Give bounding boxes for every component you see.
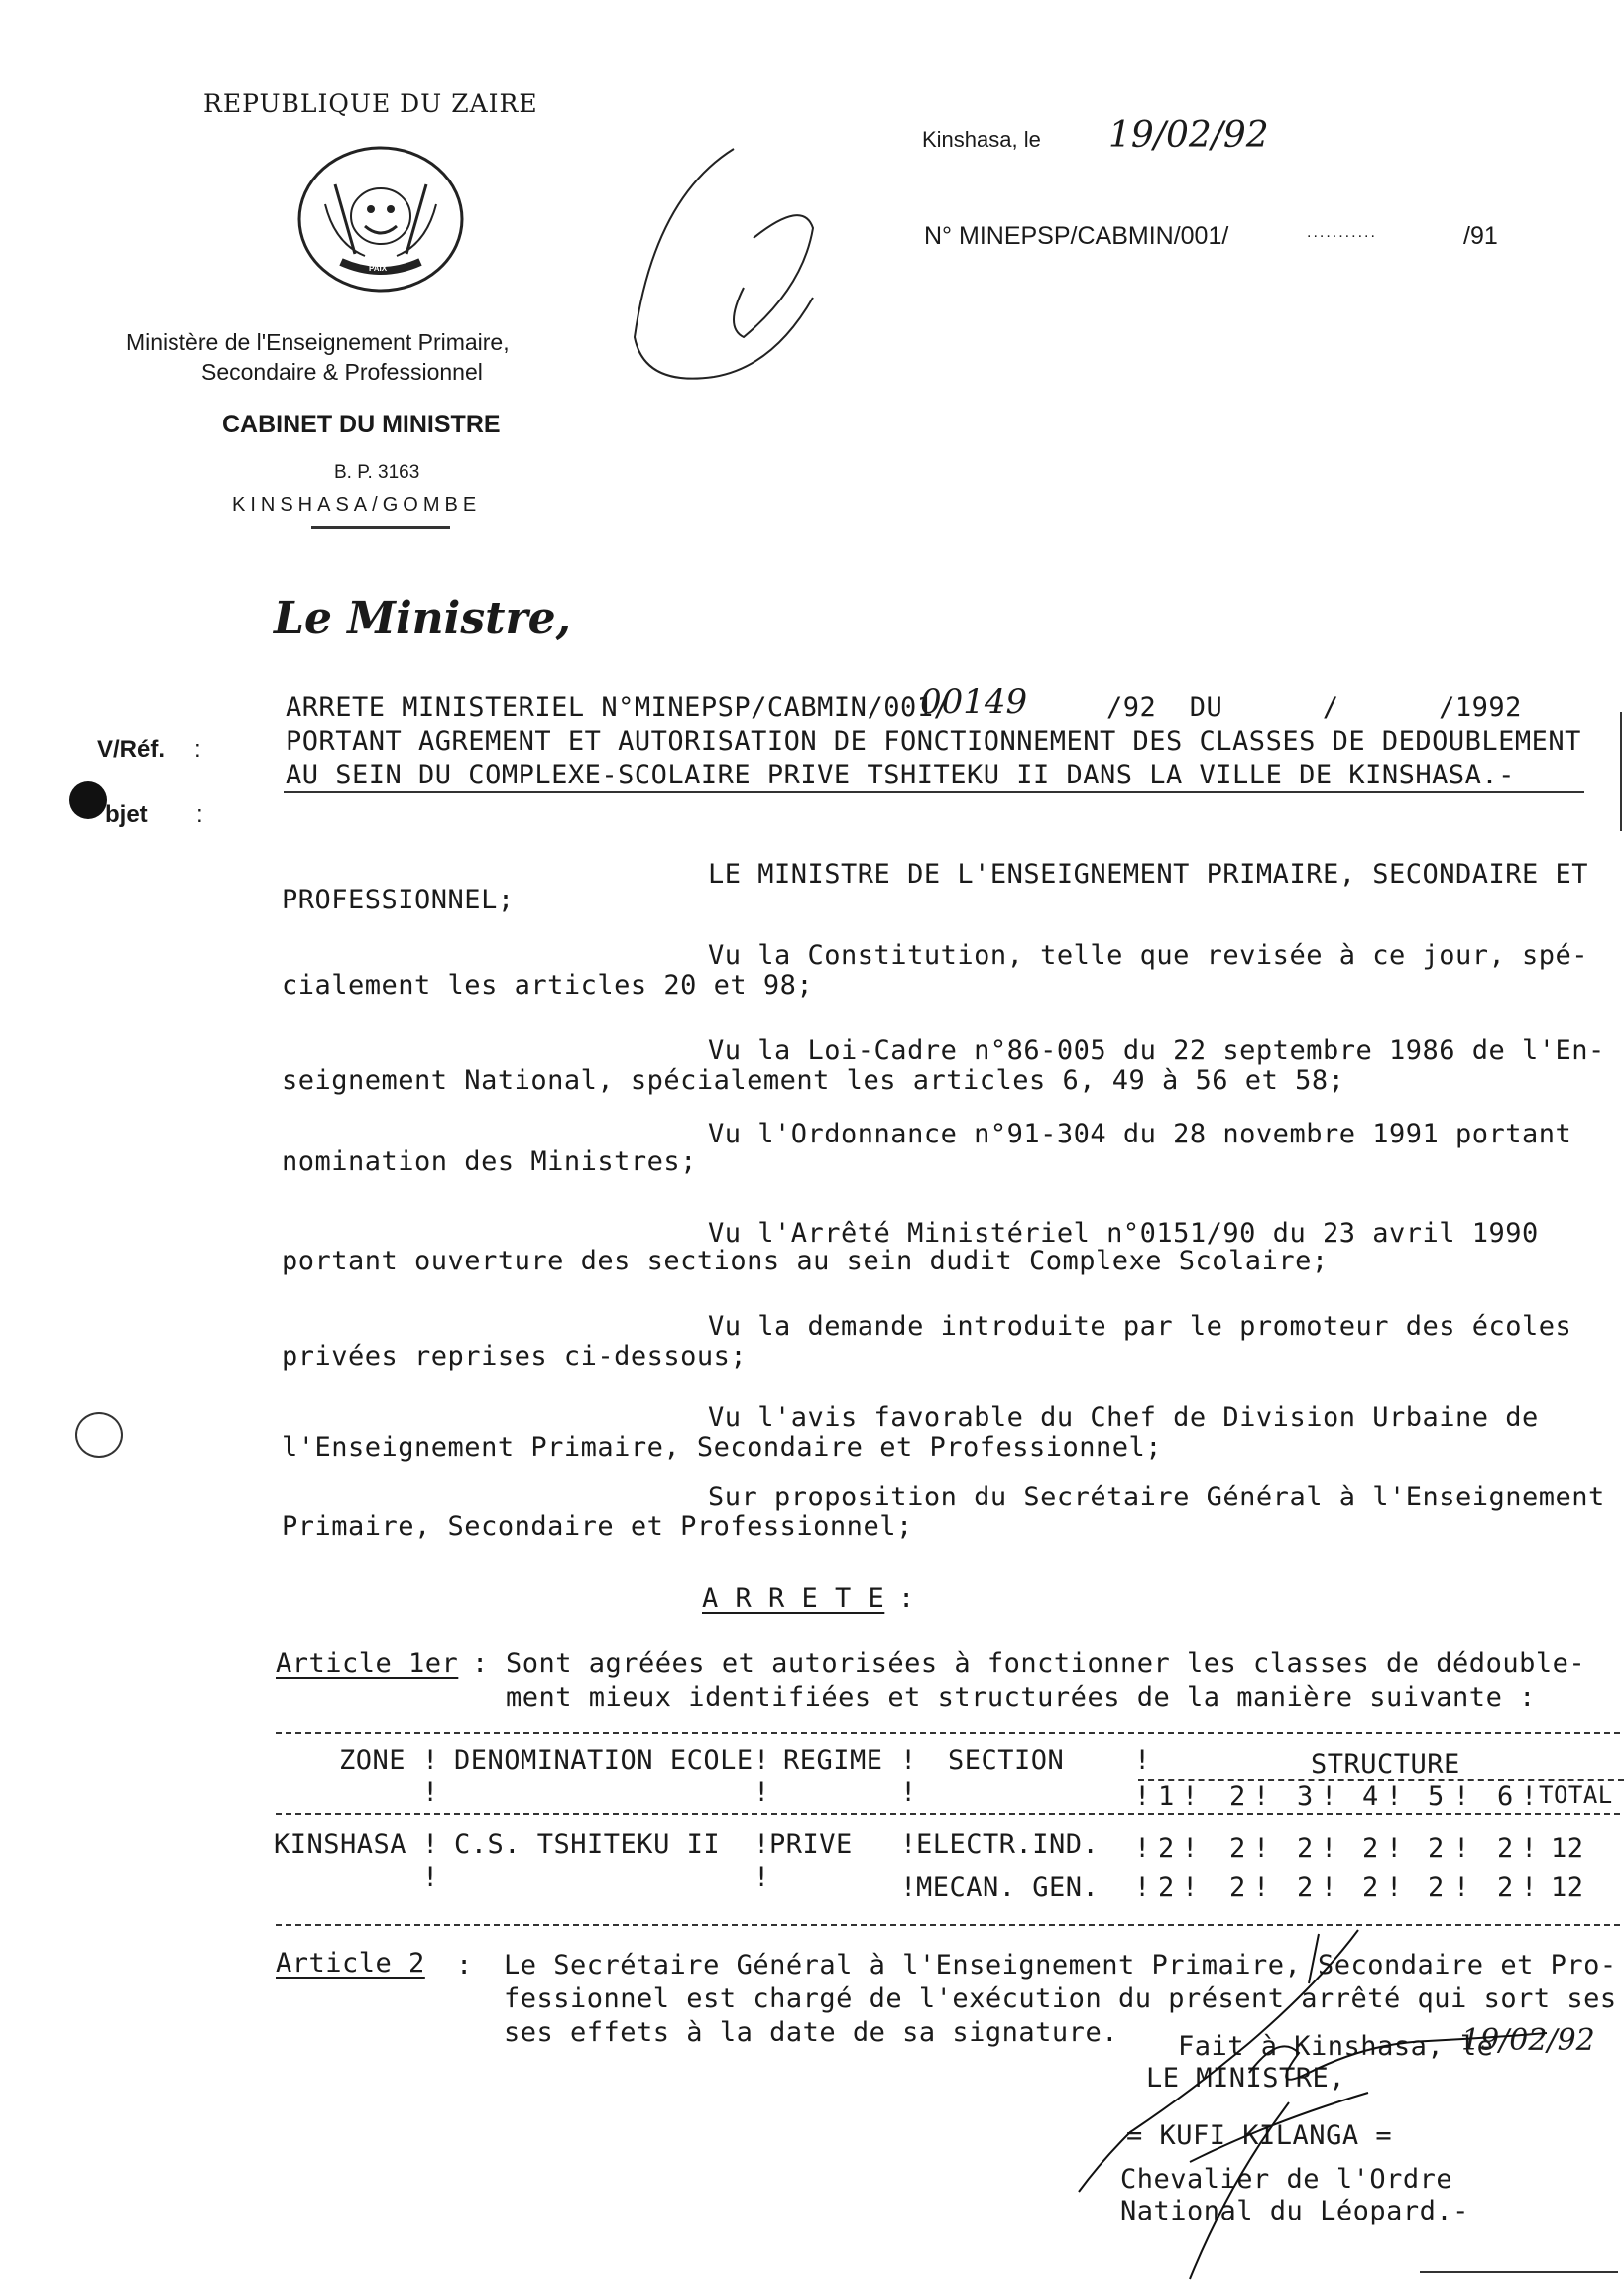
vref-label: V/Réf. bbox=[97, 736, 166, 763]
col-separator: ! bbox=[1134, 1872, 1151, 1903]
col-separator: ! bbox=[1253, 1833, 1270, 1863]
col-separator: ! bbox=[1321, 1833, 1337, 1863]
fait-a-label: Fait à Kinshasa, le bbox=[1178, 2031, 1494, 2062]
article-2-colon: : bbox=[456, 1950, 473, 1980]
article-2-line1: Le Secrétaire Général à l'Enseignement Primaire, Secondaire et Pro- bbox=[504, 1950, 1617, 1980]
article-1-colon: : bbox=[472, 1648, 489, 1679]
cell-total: 12 bbox=[1551, 1872, 1584, 1903]
letterhead-city: KINSHASA/GOMBE bbox=[232, 494, 482, 516]
republic-name: REPUBLIQUE DU ZAIRE bbox=[203, 89, 538, 118]
col-separator: ! bbox=[1521, 1781, 1538, 1812]
col-separator: ! bbox=[900, 1777, 917, 1808]
preamble-continuation: privées reprises ci-dessous; bbox=[282, 1341, 748, 1372]
cell-value-5: 2 bbox=[1428, 1872, 1445, 1903]
col-separator: ! bbox=[754, 1745, 770, 1776]
col-separator: ! bbox=[1134, 1833, 1151, 1863]
arrete-colon: : bbox=[898, 1583, 915, 1614]
le-ministre-heading: Le Ministre, bbox=[274, 593, 571, 644]
col-separator: ! bbox=[1386, 1833, 1403, 1863]
cell-value-4: 2 bbox=[1362, 1833, 1379, 1863]
cabinet-heading: CABINET DU MINISTRE bbox=[222, 411, 501, 438]
article-2-label: Article 2 bbox=[276, 1948, 425, 1979]
preamble-first-line: Vu l'avis favorable du Chef de Division Urbaine de bbox=[708, 1402, 1539, 1433]
col-separator: ! bbox=[1453, 1872, 1470, 1903]
col-separator: ! bbox=[900, 1829, 917, 1860]
structure-col-4: 4 bbox=[1362, 1781, 1379, 1812]
preamble-first-line: Vu l'Ordonnance n°91-304 du 28 novembre 1991 portant bbox=[708, 1119, 1572, 1149]
signatory-name: = KUFI KILANGA = bbox=[1126, 2120, 1393, 2151]
cell-section: MECAN. GEN. bbox=[916, 1872, 1100, 1903]
cell-regime: PRIVE bbox=[769, 1829, 853, 1860]
col-separator: ! bbox=[1453, 1833, 1470, 1863]
structure-col-5: 5 bbox=[1428, 1781, 1445, 1812]
col-separator: ! bbox=[1521, 1833, 1538, 1863]
title-underline bbox=[284, 791, 1584, 793]
col-separator: ! bbox=[422, 1745, 439, 1776]
col-header-denomination: DENOMINATION ECOLE bbox=[454, 1745, 754, 1776]
decree-handwritten-number: 00149 bbox=[920, 682, 1028, 722]
cell-value-1: 2 bbox=[1158, 1872, 1175, 1903]
article-2-line3: ses effets à la date de sa signature. bbox=[504, 2017, 1118, 2048]
col-separator: ! bbox=[1182, 1833, 1199, 1863]
honor-line-2: National du Léopard.- bbox=[1120, 2196, 1469, 2226]
structure-col-1: 1 bbox=[1158, 1781, 1175, 1812]
col-separator: ! bbox=[1521, 1872, 1538, 1903]
col-separator: ! bbox=[754, 1829, 770, 1860]
cell-value-2: 2 bbox=[1229, 1872, 1246, 1903]
objet-label: bjet bbox=[105, 801, 148, 828]
reference-number-suffix: /91 bbox=[1463, 222, 1498, 250]
col-separator: ! bbox=[1134, 1745, 1151, 1776]
col-separator: ! bbox=[900, 1872, 917, 1903]
col-separator: ! bbox=[1386, 1872, 1403, 1903]
preamble-first-line: Sur proposition du Secrétaire Général à l'Enseignement bbox=[708, 1482, 1605, 1512]
reference-number-dots: ........... bbox=[1307, 224, 1377, 241]
handwritten-date: 19/02/92 bbox=[1108, 115, 1269, 156]
col-separator: ! bbox=[1321, 1781, 1337, 1812]
col-header-section: SECTION bbox=[948, 1745, 1065, 1776]
preamble-continuation: nomination des Ministres; bbox=[282, 1146, 697, 1177]
col-separator: ! bbox=[422, 1777, 439, 1808]
cell-value-2: 2 bbox=[1229, 1833, 1246, 1863]
col-separator: ! bbox=[1321, 1872, 1337, 1903]
col-separator: ! bbox=[1182, 1781, 1199, 1812]
table-top-rule bbox=[276, 1732, 1620, 1734]
col-header-structure: STRUCTURE bbox=[1311, 1749, 1460, 1780]
cell-value-6: 2 bbox=[1497, 1872, 1514, 1903]
preamble-continuation: cialement les articles 20 et 98; bbox=[282, 970, 814, 1001]
decree-title-line1-part1: ARRETE MINISTERIEL N°MINEPSP/CABMIN/001/ bbox=[286, 692, 951, 723]
decree-title-line1-part2: /92 DU / /1992 bbox=[1106, 692, 1522, 723]
arrete-heading: A R R E T E bbox=[702, 1583, 885, 1614]
cell-value-3: 2 bbox=[1297, 1833, 1314, 1863]
cell-section: ELECTR.IND. bbox=[916, 1829, 1100, 1860]
city-underline bbox=[311, 526, 450, 529]
col-separator: ! bbox=[754, 1862, 770, 1893]
handwritten-signature bbox=[1071, 1924, 1586, 2280]
structure-col-3: 3 bbox=[1297, 1781, 1314, 1812]
place-date-label: Kinshasa, le bbox=[922, 127, 1041, 152]
col-separator: ! bbox=[754, 1777, 770, 1808]
right-edge-mark bbox=[1620, 712, 1622, 831]
col-separator: ! bbox=[1386, 1781, 1403, 1812]
preamble-continuation: Primaire, Secondaire et Professionnel; bbox=[282, 1511, 913, 1542]
cell-value-5: 2 bbox=[1428, 1833, 1445, 1863]
cell-value-6: 2 bbox=[1497, 1833, 1514, 1863]
reference-number-prefix: N° MINEPSP/CABMIN/001/ bbox=[924, 222, 1229, 250]
col-separator: ! bbox=[1253, 1872, 1270, 1903]
ministry-name-line2: Secondaire & Professionnel bbox=[201, 359, 483, 385]
vref-colon: : bbox=[194, 736, 201, 763]
seal-motto: PAIX bbox=[369, 264, 388, 273]
postal-box: B. P. 3163 bbox=[334, 462, 420, 483]
col-separator: ! bbox=[422, 1829, 439, 1860]
preamble-continuation: l'Enseignement Primaire, Secondaire et Professionnel; bbox=[282, 1432, 1163, 1463]
preamble-continuation: seignement National, spécialement les articles 6, 49 à 56 et 58; bbox=[282, 1065, 1345, 1096]
punch-hole-mark bbox=[69, 781, 107, 819]
preamble-first-line: Vu la Loi-Cadre n°86-005 du 22 septembre 1986 de l'En- bbox=[708, 1035, 1605, 1066]
article-2-line2: fessionnel est chargé de l'exécution du présent arrêté qui sort ses bbox=[504, 1983, 1617, 2014]
table-header-rule bbox=[276, 1813, 1620, 1815]
cell-school: C.S. TSHITEKU II bbox=[454, 1829, 721, 1860]
decree-title-line3: AU SEIN DU COMPLEXE-SCOLAIRE PRIVE TSHITEKU II DANS LA VILLE DE KINSHASA.- bbox=[286, 760, 1515, 790]
col-separator: ! bbox=[422, 1862, 439, 1893]
col-separator: ! bbox=[1182, 1872, 1199, 1903]
col-header-regime: REGIME bbox=[783, 1745, 883, 1776]
structure-col-total: TOTAL bbox=[1539, 1781, 1613, 1809]
signatory-title: LE MINISTRE, bbox=[1146, 2063, 1346, 2094]
article-1-label: Article 1er bbox=[276, 1648, 459, 1679]
cell-total: 12 bbox=[1551, 1833, 1584, 1863]
structure-col-2: 2 bbox=[1229, 1781, 1246, 1812]
bottom-edge-mark bbox=[1420, 2271, 1618, 2273]
col-separator: ! bbox=[1253, 1781, 1270, 1812]
cell-value-1: 2 bbox=[1158, 1833, 1175, 1863]
cell-zone: KINSHASA bbox=[274, 1829, 407, 1860]
preamble-first-line: LE MINISTRE DE L'ENSEIGNEMENT PRIMAIRE, SECONDAIRE ET bbox=[708, 859, 1589, 890]
preamble-first-line: Vu l'Arrêté Ministériel n°0151/90 du 23 avril 1990 bbox=[708, 1218, 1539, 1249]
ministry-name-line1: Ministère de l'Enseignement Primaire, bbox=[126, 329, 510, 355]
handwritten-pen-mark bbox=[615, 139, 872, 397]
cell-value-4: 2 bbox=[1362, 1872, 1379, 1903]
preamble-continuation: portant ouverture des sections au sein dudit Complexe Scolaire; bbox=[282, 1246, 1329, 1276]
col-header-zone: ZONE bbox=[339, 1745, 406, 1776]
decree-title-line2: PORTANT AGREMENT ET AUTORISATION DE FONCTIONNEMENT DES CLASSES DE DEDOUBLEMENT bbox=[286, 726, 1581, 757]
col-separator: ! bbox=[1453, 1781, 1470, 1812]
handwritten-signature-date: 19/02/92 bbox=[1461, 2023, 1595, 2058]
col-separator: ! bbox=[1134, 1781, 1151, 1812]
cell-value-3: 2 bbox=[1297, 1872, 1314, 1903]
col-separator: ! bbox=[900, 1745, 917, 1776]
article-1-line2: ment mieux identifiées et structurées de la manière suivante : bbox=[506, 1682, 1536, 1713]
article-1-line1: Sont agréées et autorisées à fonctionner les classes de dédouble- bbox=[506, 1648, 1586, 1679]
preamble-first-line: Vu la demande introduite par le promoteur des écoles bbox=[708, 1311, 1572, 1342]
preamble-first-line: Vu la Constitution, telle que revisée à ce jour, spé- bbox=[708, 940, 1589, 971]
preamble-continuation: PROFESSIONNEL; bbox=[282, 885, 515, 915]
honor-line-1: Chevalier de l'Ordre bbox=[1120, 2164, 1453, 2195]
punch-hole-outline bbox=[75, 1412, 123, 1458]
objet-colon: : bbox=[196, 801, 203, 828]
structure-col-6: 6 bbox=[1497, 1781, 1514, 1812]
